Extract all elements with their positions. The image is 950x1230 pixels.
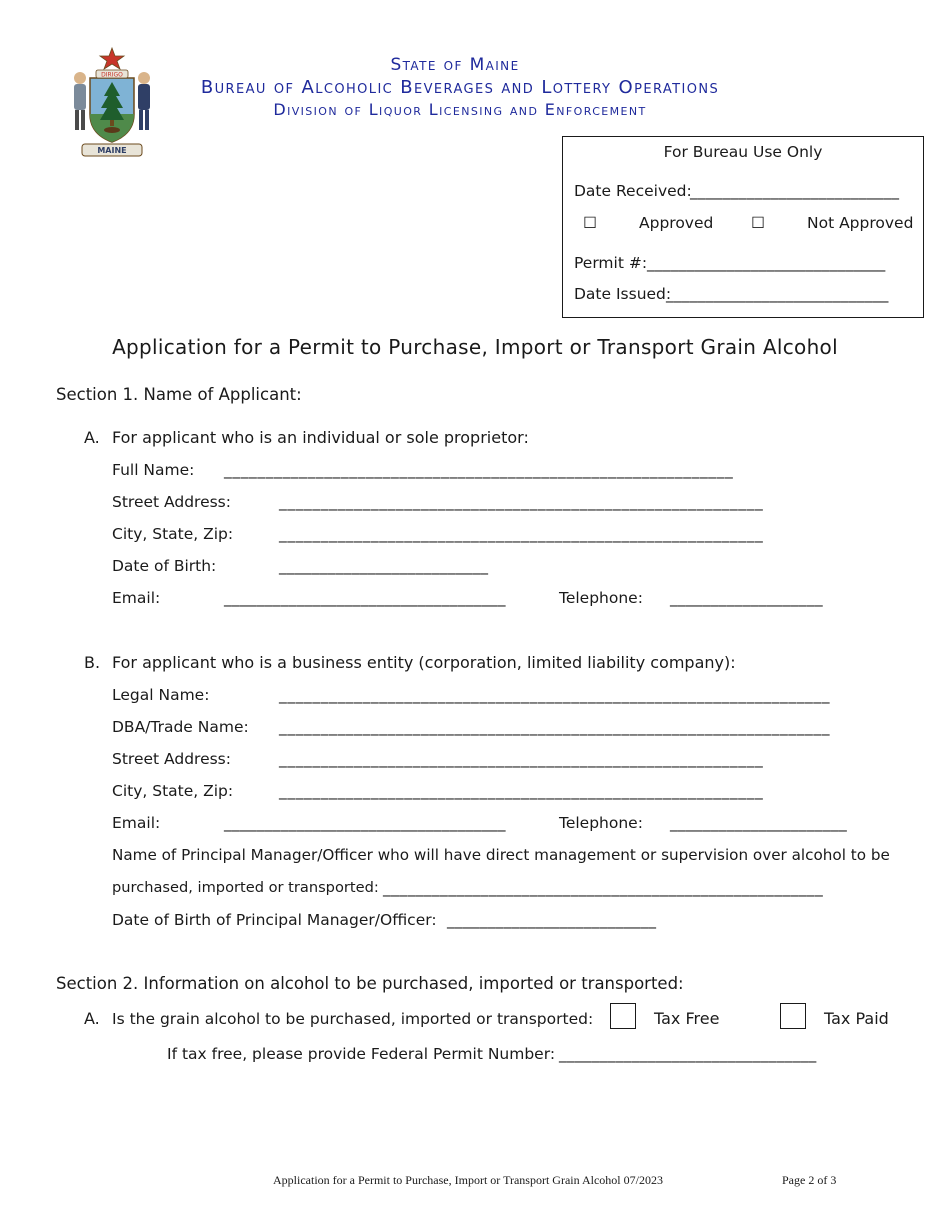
- full-name-label: Full Name:: [112, 461, 195, 479]
- principal-manager-dob-field[interactable]: __________________________: [447, 911, 657, 929]
- date-issued-label: Date Issued:: [574, 285, 672, 303]
- section1-b-marker: B.: [84, 653, 101, 672]
- business-city-state-zip-label: City, State, Zip:: [112, 782, 234, 800]
- principal-manager-text: Name of Principal Manager/Officer who will have direct management or supervision over alcohol to be: [112, 846, 890, 864]
- business-city-state-zip-field[interactable]: __________________________________________________________: [279, 782, 764, 800]
- permit-number-field[interactable]: ______________________________: [647, 254, 886, 272]
- state-seal-logo: [64, 44, 160, 164]
- city-state-zip-label: City, State, Zip:: [112, 525, 234, 543]
- business-email-field[interactable]: ___________________________________: [224, 814, 506, 832]
- dba-trade-name-field[interactable]: __________________________________________________________________: [279, 718, 831, 736]
- not-approved-checkbox[interactable]: ☐: [751, 214, 765, 232]
- section1-heading: Section 1. Name of Applicant:: [56, 385, 302, 404]
- street-address-label: Street Address:: [112, 493, 231, 511]
- date-of-birth-label: Date of Birth:: [112, 557, 217, 575]
- not-approved-label: Not Approved: [807, 214, 914, 232]
- federal-permit-field[interactable]: ________________________________: [559, 1045, 817, 1063]
- grain-alcohol-question: Is the grain alcohol to be purchased, imported or transported:: [112, 1010, 594, 1028]
- seal-banner-text: MAINE: [97, 146, 127, 155]
- business-telephone-field[interactable]: ______________________: [670, 814, 848, 832]
- bureau-box-title: For Bureau Use Only: [663, 143, 823, 161]
- city-state-zip-field[interactable]: __________________________________________________________: [279, 525, 764, 543]
- principal-manager-dob-label: Date of Birth of Principal Manager/Officer:: [112, 911, 437, 929]
- permit-number-label: Permit #:: [574, 254, 648, 272]
- date-issued-field[interactable]: ____________________________: [666, 285, 889, 303]
- full-name-field[interactable]: _____________________________________________________________: [224, 461, 734, 479]
- legal-name-field[interactable]: __________________________________________________________________: [279, 686, 831, 704]
- date-of-birth-field[interactable]: __________________________: [279, 557, 489, 575]
- telephone-field[interactable]: ___________________: [670, 589, 823, 607]
- principal-manager-text-cont: purchased, imported or transported:: [112, 879, 379, 896]
- tax-paid-label: Tax Paid: [824, 1009, 889, 1028]
- principal-manager-field[interactable]: ______________________________________________________: [383, 879, 824, 897]
- email-label: Email:: [112, 589, 161, 607]
- footer-form-id: Application for a Permit to Purchase, Import or Transport Grain Alcohol 07/2023: [273, 1173, 663, 1187]
- business-telephone-label: Telephone:: [559, 814, 643, 832]
- form-title: Application for a Permit to Purchase, Import or Transport Grain Alcohol: [112, 335, 838, 359]
- telephone-label: Telephone:: [559, 589, 643, 607]
- section1-b-heading: For applicant who is a business entity (corporation, limited liability company):: [112, 653, 736, 672]
- business-street-address-field[interactable]: __________________________________________________________: [279, 750, 764, 768]
- date-received-label: Date Received:: [574, 182, 692, 200]
- business-street-address-label: Street Address:: [112, 750, 231, 768]
- section2-a-marker: A.: [84, 1009, 100, 1028]
- approved-checkbox[interactable]: ☐: [583, 214, 597, 232]
- section1-a-marker: A.: [84, 428, 100, 447]
- section2-heading: Section 2. Information on alcohol to be purchased, imported or transported:: [56, 974, 684, 993]
- header-bureau: Bureau of Alcoholic Beverages and Lottery Operations: [200, 77, 720, 98]
- email-field[interactable]: ___________________________________: [224, 589, 506, 607]
- tax-free-label: Tax Free: [654, 1009, 720, 1028]
- tax-free-checkbox[interactable]: [610, 1003, 636, 1029]
- approved-label: Approved: [639, 214, 714, 232]
- tax-paid-checkbox[interactable]: [780, 1003, 806, 1029]
- street-address-field[interactable]: __________________________________________________________: [279, 493, 764, 511]
- seal-motto-text: DIRIGO: [101, 71, 123, 79]
- federal-permit-label: If tax free, please provide Federal Permit Number:: [167, 1045, 556, 1063]
- header-division: Division of Liquor Licensing and Enforcement: [273, 100, 647, 119]
- date-received-field[interactable]: __________________________: [690, 182, 900, 200]
- legal-name-label: Legal Name:: [112, 686, 210, 704]
- header-state: State of Maine: [390, 55, 520, 75]
- section1-a-heading: For applicant who is an individual or sole proprietor:: [112, 428, 529, 447]
- footer-page-number: Page 2 of 3: [782, 1173, 837, 1187]
- dba-trade-name-label: DBA/Trade Name:: [112, 718, 249, 736]
- business-email-label: Email:: [112, 814, 161, 832]
